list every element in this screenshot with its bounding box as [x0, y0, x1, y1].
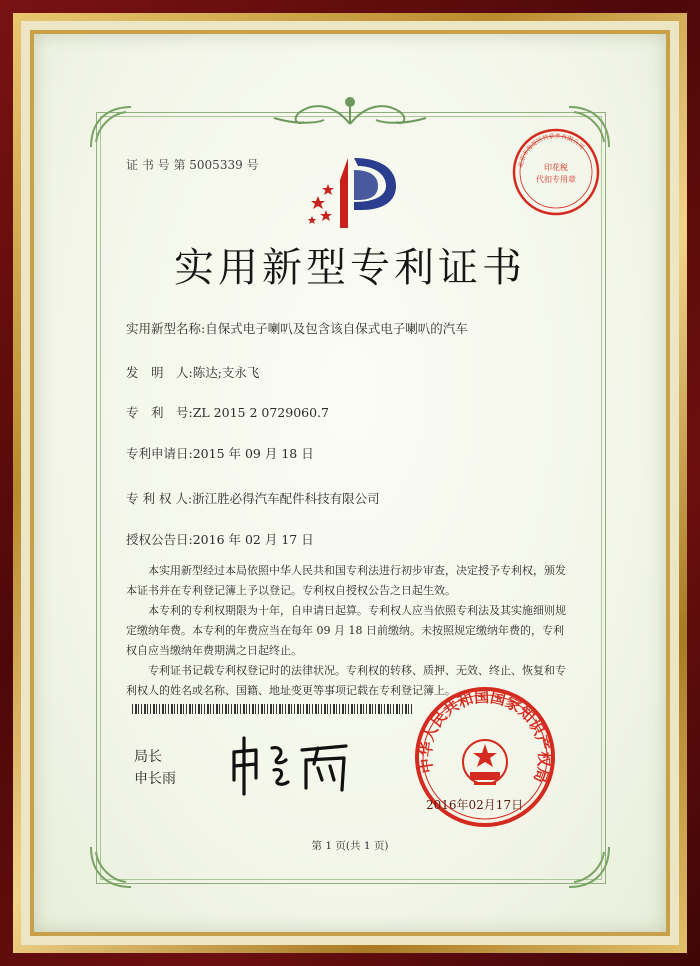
paragraph-status: 专利证书记载专利权登记时的法律状况。专利权的转移、质押、无效、终止、恢复和专利权人的姓名或名称、国籍、地址变更等事项记载在专利登记簿上。 — [126, 664, 566, 697]
svg-text:中华人民共和国国家知识产权局: 中华人民共和国国家知识产权局 — [416, 687, 554, 786]
svg-text:印花税: 印花税 — [544, 163, 568, 172]
field-inventor — [126, 363, 259, 381]
field-value: 陈达;支永飞 — [192, 365, 260, 380]
field-value: 自保式电子喇叭及包含该自保式电子喇叭的汽车 — [205, 321, 468, 336]
director-name: 申长雨 — [134, 771, 176, 787]
seal-date: 2016年02月17日 — [426, 798, 524, 812]
certificate-title: 实用新型专利证书 — [174, 245, 526, 291]
director-title: 局长 — [134, 749, 162, 765]
field-patentee — [126, 489, 380, 507]
field-filing-date — [126, 444, 314, 462]
certificate-paper — [34, 34, 666, 932]
tax-stamp-icon — [510, 126, 602, 218]
field-value: 2016 年 02 月 17 日 — [192, 532, 314, 547]
field-label: 实用新型名称: — [126, 321, 206, 336]
field-patent-number — [126, 403, 329, 421]
field-label: 发 明 人: — [126, 365, 193, 380]
field-announcement-date — [126, 530, 314, 548]
field-label: 专 利 权 人: — [126, 491, 193, 506]
page-footer: 第 1 页(共 1 页) — [311, 840, 389, 852]
corner-ornament-icon — [86, 102, 136, 152]
field-value: ZL 2015 2 0729060.7 — [192, 405, 329, 420]
certificate-number-suffix: 号 — [246, 158, 259, 172]
field-label: 授权公告日: — [126, 532, 193, 547]
certificate-number — [126, 156, 259, 173]
paragraph-grant: 本实用新型经过本局依照中华人民共和国专利法进行初步审查，决定授予专利权，颁发本证书并在专利登记簿上予以登记。专利权自授权公告之日起生效。 — [126, 564, 566, 597]
svg-text:北京市海淀区竹泉乡有限公司: 北京市海淀区竹泉乡有限公司 — [517, 132, 586, 169]
barcode — [132, 704, 412, 714]
certificate-number-value: 5005339 — [189, 158, 243, 172]
patent-office-logo-icon — [304, 150, 400, 232]
field-label: 专利申请日: — [126, 446, 193, 461]
svg-text:代扣专用章: 代扣专用章 — [536, 175, 576, 184]
field-utility-name — [126, 319, 468, 337]
field-label: 专 利 号: — [126, 405, 193, 420]
director-signature-icon — [222, 730, 362, 800]
certificate-number-label: 证 书 号 第 — [126, 158, 186, 172]
top-ornament-icon — [264, 94, 436, 130]
field-value: 2015 年 09 月 18 日 — [192, 446, 314, 461]
paragraph-term: 本专利的专利权期限为十年，自申请日起算。专利权人应当依照专利法及其实施细则规定缴纳年费。本专利的年费应当在每年 09 月 18 日前缴纳。未按照规定缴纳年费的，专利权自应当缴纳年费期满之日起终止。 — [126, 604, 566, 657]
field-value: 浙江胜必得汽车配件科技有限公司 — [192, 491, 380, 506]
